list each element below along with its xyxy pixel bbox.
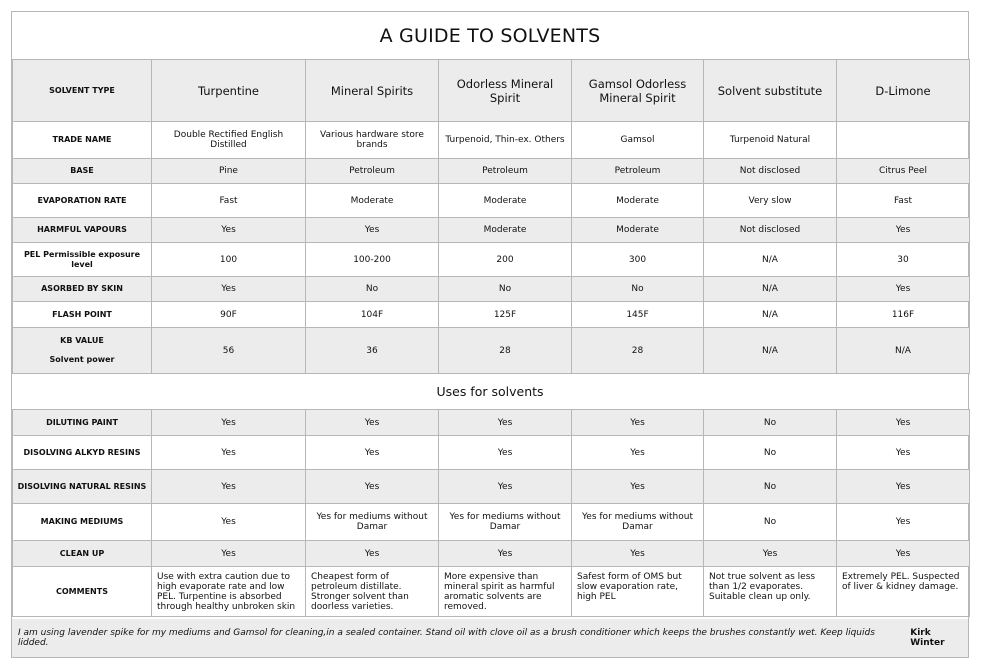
row-label: DILUTING PAINT <box>13 410 152 436</box>
table-cell: 300 <box>572 243 704 277</box>
comment-cell: Cheapest form of petroleum distillate. Stronger solvent than doorless varieties. <box>306 567 439 617</box>
table-cell: N/A <box>704 243 837 277</box>
table-cell: Gamsol <box>572 122 704 159</box>
table-cell: Fast <box>837 184 970 218</box>
properties-table-body <box>13 60 970 374</box>
property-row <box>13 328 970 374</box>
table-cell: Not disclosed <box>704 218 837 243</box>
property-row <box>13 218 970 243</box>
table-cell: No <box>704 470 837 504</box>
table-cell: Yes <box>152 436 306 470</box>
table-cell: Yes <box>152 410 306 436</box>
table-cell: 28 <box>439 328 572 374</box>
comment-cell: Extremely PEL. Suspected of liver & kidney damage. <box>837 567 970 617</box>
table-cell: Petroleum <box>306 159 439 184</box>
table-cell: Moderate <box>306 184 439 218</box>
table-cell: Yes <box>572 410 704 436</box>
row-label <box>13 218 152 243</box>
footer-note <box>12 619 968 657</box>
table-cell: 200 <box>439 243 572 277</box>
table-cell: 90F <box>152 302 306 328</box>
row-label-text: HARMFUL VAPOURS <box>37 225 127 234</box>
use-row <box>13 541 970 567</box>
table-cell: 30 <box>837 243 970 277</box>
table-cell: Not disclosed <box>704 159 837 184</box>
column-header: D-Limone <box>837 60 970 122</box>
row-label-text: TRADE NAME <box>52 135 112 144</box>
table-cell: Yes <box>152 541 306 567</box>
table-cell: Yes for mediums without Damar <box>306 504 439 541</box>
comments-row <box>13 567 970 617</box>
table-cell: Moderate <box>439 218 572 243</box>
property-row <box>13 243 970 277</box>
table-cell: Yes <box>837 470 970 504</box>
table-cell: Yes <box>837 218 970 243</box>
table-cell: No <box>704 504 837 541</box>
property-row <box>13 184 970 218</box>
table-cell: Yes <box>306 218 439 243</box>
property-row <box>13 277 970 302</box>
table-cell: Yes <box>837 410 970 436</box>
table-cell: 116F <box>837 302 970 328</box>
property-row <box>13 302 970 328</box>
table-cell: Moderate <box>572 218 704 243</box>
table-cell: 145F <box>572 302 704 328</box>
uses-section-title: Uses for solvents <box>12 374 968 410</box>
table-cell: Yes for mediums without Damar <box>572 504 704 541</box>
column-header: Odorless Mineral Spirit <box>439 60 572 122</box>
row-label-text: BASE <box>70 166 94 175</box>
table-cell: Yes <box>306 410 439 436</box>
table-cell: Yes <box>837 504 970 541</box>
table-cell: Citrus Peel <box>837 159 970 184</box>
table-cell: 56 <box>152 328 306 374</box>
table-cell: N/A <box>704 302 837 328</box>
table-cell: 28 <box>572 328 704 374</box>
row-label: MAKING MEDIUMS <box>13 504 152 541</box>
row-label <box>13 243 152 277</box>
comment-cell: Use with extra caution due to high evaporate rate and low PEL. Turpentine is absorbed through healthy unbroken skin <box>152 567 306 617</box>
row-label: COMMENTS <box>13 567 152 617</box>
table-cell <box>837 122 970 159</box>
comment-cell: Not true solvent as less than 1/2 evaporates. Suitable clean up only. <box>704 567 837 617</box>
table-cell: Fast <box>152 184 306 218</box>
header-row-label: SOLVENT TYPE <box>13 60 152 122</box>
table-cell: Yes <box>439 410 572 436</box>
table-cell: Yes <box>837 541 970 567</box>
table-cell: Various hardware store brands <box>306 122 439 159</box>
table-cell: N/A <box>704 277 837 302</box>
row-label <box>13 184 152 218</box>
table-cell: Yes <box>572 470 704 504</box>
row-label: CLEAN UP <box>13 541 152 567</box>
table-cell: No <box>704 410 837 436</box>
use-row <box>13 504 970 541</box>
table-cell: Yes <box>572 436 704 470</box>
table-cell: Yes <box>306 436 439 470</box>
table-cell: Yes <box>152 218 306 243</box>
row-label <box>13 122 152 159</box>
table-cell: 104F <box>306 302 439 328</box>
row-label <box>13 302 152 328</box>
row-label-text: KB VALUE <box>60 336 104 345</box>
use-row <box>13 410 970 436</box>
footer-author: Kirk Winter <box>910 628 945 648</box>
comment-cell: More expensive than mineral spirit as harmful aromatic solvents are removed. <box>439 567 572 617</box>
table-cell: 100 <box>152 243 306 277</box>
table-cell: Petroleum <box>572 159 704 184</box>
row-label-text: ASORBED BY SKIN <box>41 284 123 293</box>
table-cell: Yes <box>837 277 970 302</box>
table-cell: Turpenoid Natural <box>704 122 837 159</box>
table-cell: Yes <box>152 277 306 302</box>
table-cell: Yes <box>439 470 572 504</box>
table-cell: Turpenoid, Thin-ex. Others <box>439 122 572 159</box>
table-cell: 36 <box>306 328 439 374</box>
table-cell: Yes <box>152 470 306 504</box>
row-label <box>13 277 152 302</box>
row-label <box>13 328 152 374</box>
table-cell: N/A <box>837 328 970 374</box>
row-label <box>13 159 152 184</box>
row-label: DISOLVING NATURAL RESINS <box>13 470 152 504</box>
page-title: A GUIDE TO SOLVENTS <box>12 12 968 60</box>
table-cell: No <box>704 436 837 470</box>
uses-table-body <box>13 410 970 617</box>
use-row <box>13 470 970 504</box>
table-cell: Yes <box>837 436 970 470</box>
table-cell: No <box>439 277 572 302</box>
table-cell: Double Rectified English Distilled <box>152 122 306 159</box>
table-cell: Yes <box>306 470 439 504</box>
row-label-text: FLASH POINT <box>52 309 112 319</box>
property-row <box>13 159 970 184</box>
table-cell: Yes for mediums without Damar <box>439 504 572 541</box>
table-cell: Yes <box>572 541 704 567</box>
table-cell: Moderate <box>439 184 572 218</box>
footer-note-text: I am using lavender spike for my mediums and Gamsol for cleaning,in a sealed container. Stand oil with clove oil as a brush conditioner which keeps the brushes constantly wet. Keep liquids lidded. <box>18 628 875 648</box>
table-cell: N/A <box>704 328 837 374</box>
uses-table <box>12 409 970 617</box>
table-cell: Yes <box>152 504 306 541</box>
row-label-text: EVAPORATION RATE <box>37 195 127 205</box>
table-cell: 100-200 <box>306 243 439 277</box>
column-header: Gamsol Odorless Mineral Spirit <box>572 60 704 122</box>
table-cell: No <box>306 277 439 302</box>
column-header: Mineral Spirits <box>306 60 439 122</box>
row-label-text: PEL Permissible exposure level <box>23 249 141 269</box>
use-row <box>13 436 970 470</box>
row-sublabel-text: Solvent power <box>49 355 115 364</box>
table-cell: Yes <box>306 541 439 567</box>
column-header: Turpentine <box>152 60 306 122</box>
column-header: Solvent substitute <box>704 60 837 122</box>
table-cell: No <box>572 277 704 302</box>
table-cell: Pine <box>152 159 306 184</box>
row-label: DISOLVING ALKYD RESINS <box>13 436 152 470</box>
table-cell: Moderate <box>572 184 704 218</box>
table-cell: Very slow <box>704 184 837 218</box>
solvent-guide-frame <box>11 11 969 658</box>
comment-cell: Safest form of OMS but slow evaporation rate, high PEL <box>572 567 704 617</box>
table-cell: 125F <box>439 302 572 328</box>
table-cell: Yes <box>439 541 572 567</box>
header-row <box>13 60 970 122</box>
table-cell: Yes <box>439 436 572 470</box>
table-cell: Petroleum <box>439 159 572 184</box>
properties-table <box>12 59 970 374</box>
property-row <box>13 122 970 159</box>
table-cell: Yes <box>704 541 837 567</box>
